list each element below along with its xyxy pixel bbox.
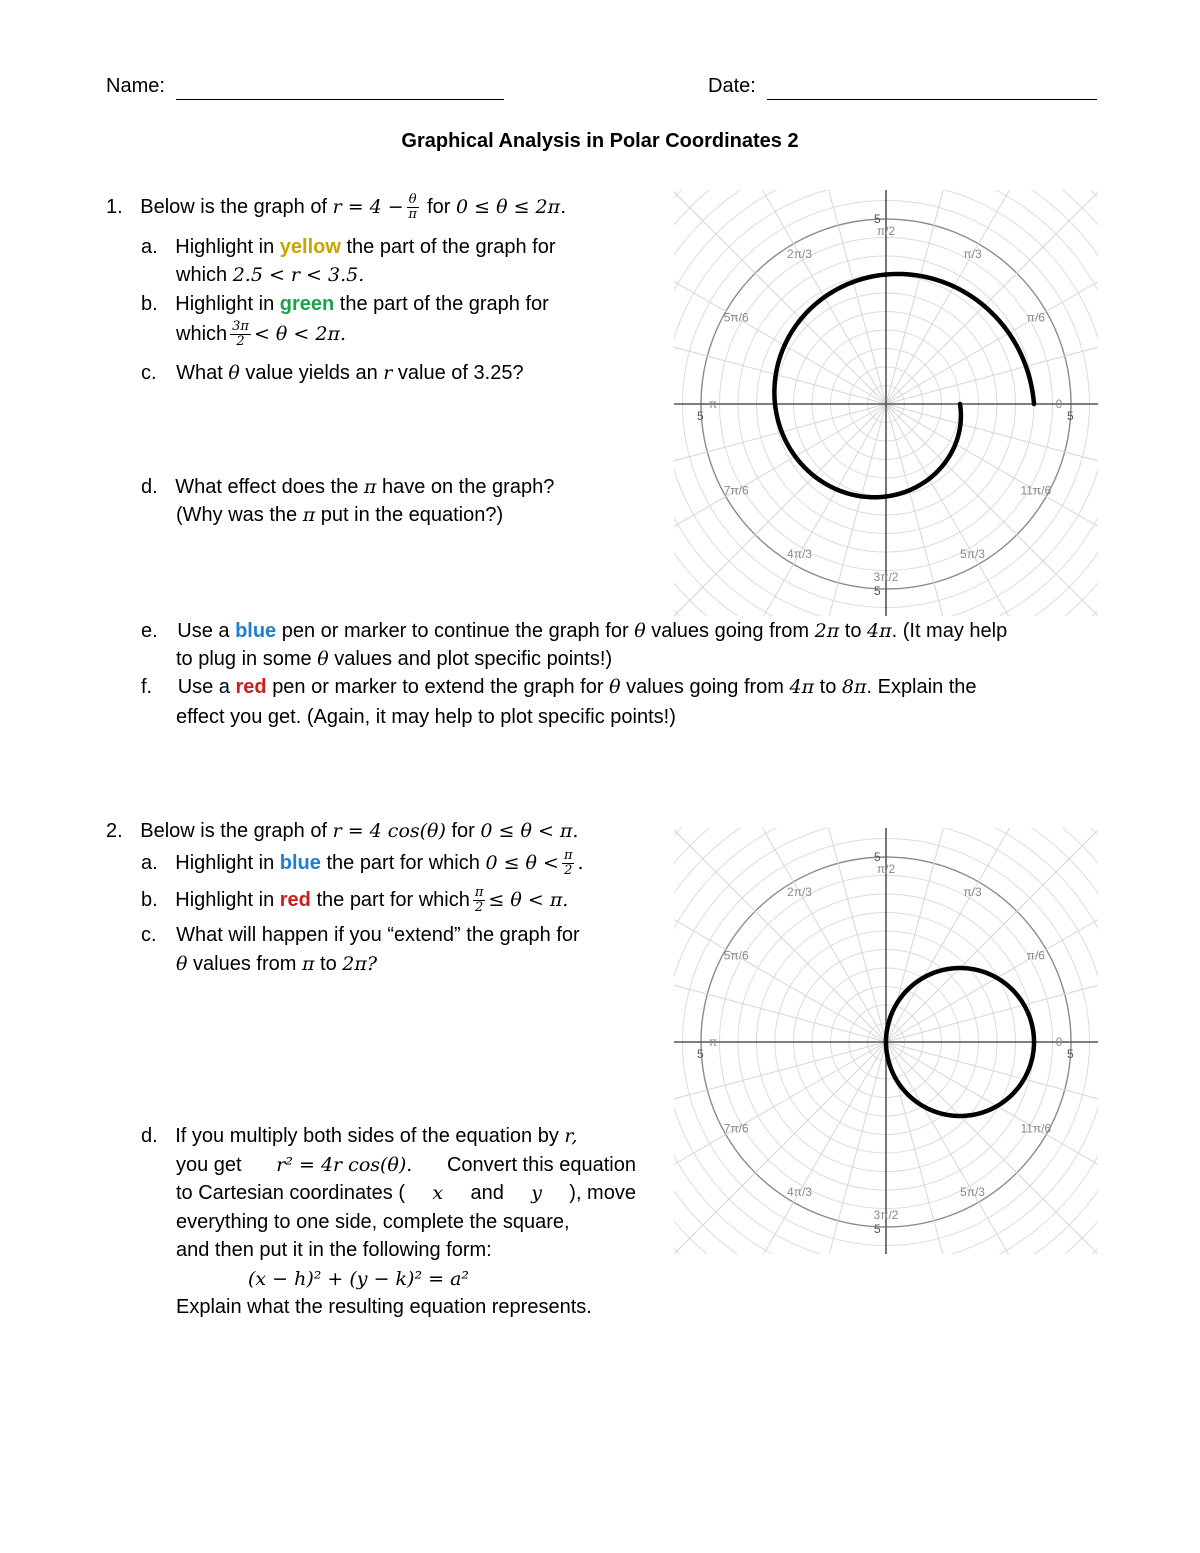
q1-e-text-mid2: values going from <box>651 620 810 642</box>
q1-for: for <box>427 196 451 218</box>
q1-e-line2-post: values and plot specific points!) <box>334 648 613 670</box>
q2-part-d-line2 <box>176 1151 636 1179</box>
q2-d-line3-x: x <box>432 1182 444 1204</box>
grid-spoke <box>686 1042 886 1254</box>
q2-b-color-word: red <box>279 889 311 911</box>
q1-e-label: e. <box>141 620 158 642</box>
polar-graph-circle <box>674 828 1098 1254</box>
q1-part-f-line2: effect you get. (Again, it may help to plot specific points!) <box>176 706 676 728</box>
q1-b-color-word: green <box>279 293 335 315</box>
grid-spoke <box>886 404 1098 604</box>
angle-label: π/3 <box>963 247 982 262</box>
q2-c-from: π <box>301 953 315 975</box>
name-blank-line[interactable] <box>176 79 504 100</box>
q2-d-line2-text: you get <box>176 1154 242 1176</box>
q1-equation-fraction: $\frac{\theta}{\pi}$ <box>408 192 417 223</box>
q2-d-line3-y: y <box>531 1182 542 1204</box>
angle-label: 5π/6 <box>723 310 749 325</box>
angle-label: π/6 <box>1026 948 1045 963</box>
q1-d-label: d. <box>141 476 158 498</box>
angle-label: 7π/6 <box>723 483 749 498</box>
q1-d-line2-pi: π <box>302 504 316 526</box>
q1-a-label: a. <box>141 236 158 258</box>
q2-part-c-line2 <box>176 950 377 978</box>
grid-spoke <box>886 938 1098 1042</box>
q1-a-text: Highlight in <box>175 236 275 258</box>
q1-c-label: c. <box>141 362 157 384</box>
grid-spoke <box>674 1042 886 1146</box>
name-field[interactable] <box>106 72 504 100</box>
grid-spoke <box>674 204 886 404</box>
q1-b-fraction: $\frac{3\pi}{2}$ <box>232 319 249 350</box>
angle-label: 0 <box>1055 397 1063 411</box>
grid-spoke <box>886 828 990 1042</box>
angle-label: 2π/3 <box>787 247 812 262</box>
angle-label: 4π/3 <box>787 546 812 561</box>
q1-f-to-value: 8π <box>841 676 867 698</box>
name-label: Name: <box>106 75 165 97</box>
q2-b-text: Highlight in <box>175 889 275 911</box>
q1-part-d-line2 <box>176 501 503 529</box>
q2-d-line3-and: and <box>470 1182 504 1204</box>
q2-part-d-line4: everything to one side, complete the square, <box>176 1211 570 1233</box>
q2-part-c <box>141 921 580 949</box>
q2-d-line2-post: Convert this equation <box>446 1154 636 1176</box>
angle-label: 7π/6 <box>723 1121 749 1136</box>
angle-label: π/2 <box>876 224 896 238</box>
q2-c-text-mid: values from <box>193 953 297 975</box>
angle-label: 4π/3 <box>787 1184 812 1199</box>
angle-label: 0 <box>1055 1035 1063 1049</box>
q2-a-label: a. <box>141 852 158 874</box>
q1-f-label: f. <box>141 676 153 698</box>
grid-spoke <box>782 1042 886 1254</box>
grid-spoke <box>886 1042 1098 1242</box>
q1-b-label: b. <box>141 293 158 315</box>
q1-e-to-value: 4π <box>867 620 892 642</box>
q2-intro-text: Below is the graph of <box>140 820 328 842</box>
q2-b-text-post: the part for which <box>316 889 470 911</box>
q2-part-a <box>141 849 584 878</box>
q1-d-text: What effect does the <box>175 476 359 498</box>
q1-f-to: to <box>819 676 837 698</box>
angle-label: 5π/6 <box>723 948 749 963</box>
angle-label: 11π/6 <box>1020 1121 1052 1136</box>
q1-e-text: Use a <box>177 620 230 642</box>
q2-a-text: Highlight in <box>175 852 275 874</box>
q2-part-d-line7: Explain what the resulting equation represents. <box>176 1296 592 1318</box>
grid-spoke <box>674 1042 886 1242</box>
q1-part-c <box>141 359 524 387</box>
q1-a-inequality: 2.5 < r < 3.5. <box>232 264 365 286</box>
q1-part-b <box>141 290 549 318</box>
q1-e-to: to <box>844 620 862 642</box>
q2-d-text: If you multiply both sides of the equation by <box>175 1125 559 1147</box>
angle-label: π <box>708 397 718 411</box>
q1-e-color-word: blue <box>235 620 277 642</box>
q2-intro <box>106 817 578 845</box>
q1-f-text-mid: pen or marker to extend the graph for <box>272 676 604 698</box>
q2-a-period: . <box>577 852 584 874</box>
q2-domain: 0 ≤ θ < π. <box>480 820 579 842</box>
axis-tick-label: 5 <box>1067 409 1074 423</box>
q2-d-line2-equation: r² = 4r cos(θ). <box>276 1154 413 1176</box>
grid-spoke <box>782 828 886 1042</box>
grid-spoke <box>886 1042 1086 1254</box>
date-blank-line[interactable] <box>767 79 1097 100</box>
q2-a-text-post: the part for which <box>326 852 480 874</box>
axis-tick-label: 5 <box>697 409 704 423</box>
q1-b-text: Highlight in <box>175 293 275 315</box>
angle-label: π/3 <box>963 885 982 900</box>
q1-e-text-post: . (It may help <box>891 620 1008 642</box>
grid-spoke <box>782 404 886 616</box>
q1-d-text-post: have on the graph? <box>381 476 555 498</box>
q1-part-a <box>141 233 556 261</box>
q1-c-text: What <box>176 362 223 384</box>
q1-part-d <box>141 473 554 501</box>
q2-a-inequality: 0 ≤ θ < <box>485 852 559 874</box>
q2-b-inequality: ≤ θ < π. <box>488 889 569 911</box>
polar-graph-spiral <box>674 190 1098 616</box>
q2-a-color-word: blue <box>279 852 321 874</box>
angle-label: 5π/3 <box>960 546 985 561</box>
q1-a-which: which <box>176 264 228 286</box>
grid-spoke <box>674 404 886 604</box>
q2-c-text: What will happen if you “extend” the graph for <box>176 924 580 946</box>
q2-for: for <box>451 820 475 842</box>
q2-part-d-line3 <box>176 1179 636 1207</box>
q2-d-line3-post: ), move <box>569 1182 636 1204</box>
angle-label: π/2 <box>876 862 896 876</box>
axis-tick-label: 5 <box>874 1222 881 1236</box>
q1-f-text-mid2: values going from <box>626 676 784 698</box>
grid-spoke <box>674 842 886 1042</box>
q1-equation: r = 4 − <box>332 196 404 218</box>
q1-d-line2-post: put in the equation?) <box>320 504 504 526</box>
q2-number: 2. <box>106 820 123 842</box>
q1-domain: 0 ≤ θ ≤ 2π. <box>456 196 567 218</box>
grid-spoke <box>886 204 1098 404</box>
q1-part-e <box>141 617 1007 645</box>
axis-tick-label: 5 <box>874 584 881 598</box>
q1-f-from: 4π <box>789 676 815 698</box>
q2-equation: r = 4 cos(θ) <box>332 820 446 842</box>
q1-f-theta: θ <box>609 676 621 698</box>
q1-b-text-post: the part of the graph for <box>339 293 549 315</box>
q2-d-label: d. <box>141 1125 158 1147</box>
q1-e-from: 2π <box>814 620 840 642</box>
q1-b-inequality: < θ < 2π. <box>253 323 346 345</box>
grid-spoke <box>674 938 886 1042</box>
grid-spoke <box>782 190 886 404</box>
q1-e-line2-text: to plug in some <box>176 648 312 670</box>
date-label: Date: <box>708 75 756 97</box>
q1-d-line2-text: (Why was the <box>176 504 298 526</box>
date-field[interactable] <box>708 72 1097 100</box>
q2-d-formula: (x − h)² + (y − k)² = a² <box>248 1268 470 1290</box>
grid-spoke <box>886 404 990 616</box>
q1-a-color-word: yellow <box>279 236 341 258</box>
grid-spoke <box>886 842 1098 1042</box>
q2-b-label: b. <box>141 889 158 911</box>
angle-label: 3π/2 <box>873 1208 899 1222</box>
grid-spoke <box>886 1042 990 1254</box>
q1-d-pi: π <box>363 476 377 498</box>
q1-e-text-mid: pen or marker to continue the graph for <box>281 620 629 642</box>
axis-tick-label: 5 <box>874 212 881 226</box>
q1-f-color-word: red <box>235 676 267 698</box>
axis-tick-label: 5 <box>874 850 881 864</box>
q2-part-d-line5: and then put it in the following form: <box>176 1239 492 1261</box>
page-title: Graphical Analysis in Polar Coordinates 2 <box>401 130 799 152</box>
q1-c-r: r <box>383 362 393 384</box>
q1-part-f <box>141 673 977 701</box>
q2-part-b <box>141 886 568 915</box>
q1-number: 1. <box>106 196 123 218</box>
q1-a-text-post: the part of the graph for <box>346 236 556 258</box>
q1-c-text-post: value of 3.25? <box>397 362 524 384</box>
q1-c-theta: θ <box>228 362 240 384</box>
q1-e-theta: θ <box>634 620 646 642</box>
angle-label: 2π/3 <box>787 885 812 900</box>
q2-b-fraction: $\frac{\pi}{2}$ <box>474 885 484 916</box>
q1-f-text-post: . Explain the <box>866 676 977 698</box>
q2-part-d <box>141 1122 577 1150</box>
angle-label: π/6 <box>1026 310 1045 325</box>
q1-c-text-mid: value yields an <box>245 362 378 384</box>
q2-c-theta: θ <box>176 953 188 975</box>
axis-tick-label: 5 <box>697 1047 704 1061</box>
q2-c-label: c. <box>141 924 157 946</box>
q2-d-r: r, <box>564 1125 578 1147</box>
q1-part-a-line2 <box>176 261 364 289</box>
grid-spoke <box>886 404 1086 616</box>
q2-d-line3-text: to Cartesian coordinates ( <box>176 1182 406 1204</box>
angle-label: π <box>708 1035 718 1049</box>
q1-intro <box>106 193 566 222</box>
q1-e-line2-theta: θ <box>317 648 329 670</box>
q1-intro-text: Below is the graph of <box>140 196 328 218</box>
axis-tick-label: 5 <box>1067 1047 1074 1061</box>
angle-label: 5π/3 <box>960 1184 985 1199</box>
angle-label: 11π/6 <box>1020 483 1052 498</box>
q1-part-e-line2 <box>176 645 612 673</box>
q1-b-which: which <box>176 323 228 345</box>
angle-label: 3π/2 <box>873 570 899 584</box>
q2-c-to: to <box>320 953 337 975</box>
q1-f-text: Use a <box>177 676 230 698</box>
grid-spoke <box>686 404 886 616</box>
q2-a-fraction: $\frac{\pi}{2}$ <box>563 848 573 879</box>
q1-part-b-line2 <box>176 320 346 349</box>
q2-c-to-value: 2π? <box>342 953 378 975</box>
